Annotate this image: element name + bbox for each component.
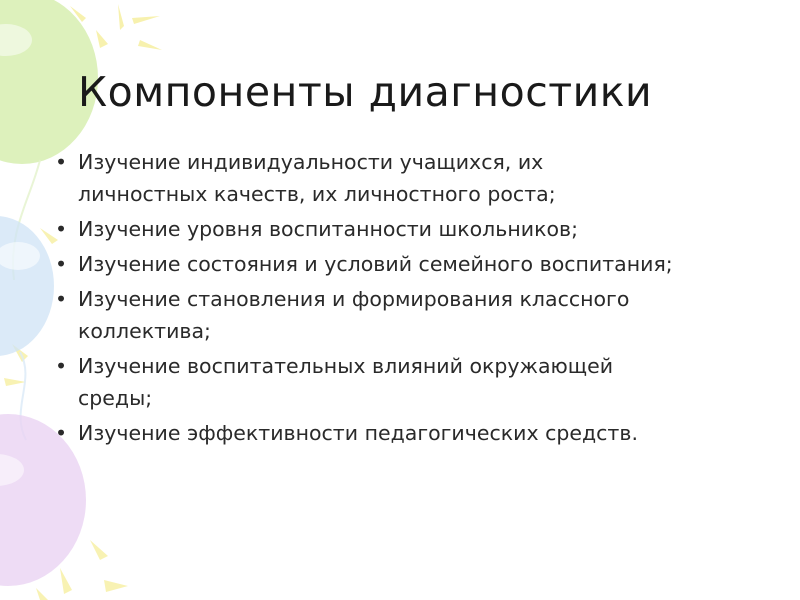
bullet-item (55, 350, 775, 414)
bullet-text: среды; (78, 386, 153, 410)
blue-balloon (0, 216, 54, 440)
bullet-icon: • (55, 150, 68, 174)
bullet-text: Изучение уровня воспитанности школьников; (78, 217, 578, 241)
bullet-text: Изучение эффективности педагогических средств. (78, 421, 638, 445)
bullet-icon: • (55, 217, 68, 241)
slide-title: Компоненты диагностики (78, 68, 653, 116)
bullet-item (55, 146, 775, 210)
bullet-text: Изучение индивидуальности учащихся, их (78, 150, 544, 174)
bullet-item (55, 283, 775, 347)
bullet-text: Изучение воспитательных влияний окружающей (78, 354, 614, 378)
bullet-text: коллектива; (78, 319, 211, 343)
bullet-text: личностных качеств, их личностного роста; (78, 182, 556, 206)
bullet-text: Изучение состояния и условий семейного воспитания; (78, 252, 673, 276)
bullet-icon: • (55, 354, 68, 378)
bullet-item (55, 417, 775, 449)
bullet-text: Изучение становления и формирования классного (78, 287, 630, 311)
bullet-item (55, 213, 775, 245)
bullet-icon: • (55, 287, 68, 311)
bullet-list (55, 146, 775, 452)
bullet-icon: • (55, 252, 68, 276)
bullet-item (55, 248, 775, 280)
bullet-icon: • (55, 421, 68, 445)
